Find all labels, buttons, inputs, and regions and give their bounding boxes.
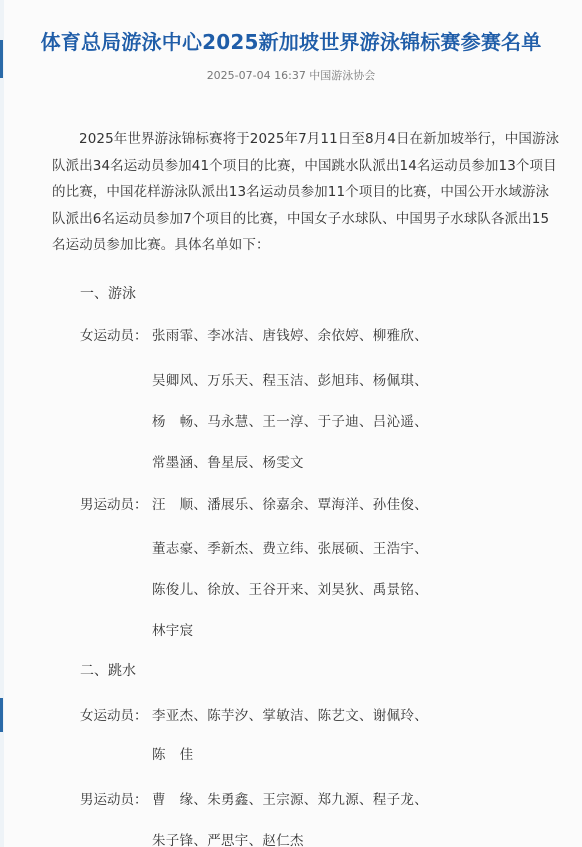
diving-men-line: 曹 缘、朱勇鑫、王宗源、郑九源、程子龙、 xyxy=(152,792,428,808)
article-intro: 2025年世界游泳锦标赛将于2025年7月11日至8月4日在新加坡举行，中国游泳队派出34名运动员参加41个项目的比赛，中国跳水队派出14名运动员参加13个项目的比赛，中国花样游泳队派出13名运动员参加11个项目的比赛，中国公开水域游泳队派出6名运动员参加7个项目的比赛，中国女子水球队、中国男子水球队各派出15名运动员参加比赛。具体名单如下： xyxy=(52,131,560,253)
diving-men-label: 男运动员： xyxy=(80,792,148,808)
section-heading-swimming: 一、游泳 xyxy=(80,286,136,302)
swimming-women-line: 杨 畅、马永慧、王一淳、于子迪、吕沁遥、 xyxy=(152,414,428,430)
swimming-women-line: 常墨涵、鲁星辰、杨雯文 xyxy=(152,455,304,471)
diving-men-line: 朱子锋、严思宇、赵仁杰 xyxy=(152,833,304,847)
diving-women-label: 女运动员： xyxy=(80,708,148,724)
swimming-men-label: 男运动员： xyxy=(80,497,148,513)
swimming-men-line: 董志豪、季新杰、费立纬、张展硕、王浩宇、 xyxy=(152,541,428,557)
swimming-women-label: 女运动员： xyxy=(80,328,148,344)
diving-women-line: 李亚杰、陈芋汐、掌敏洁、陈艺文、谢佩玲、 xyxy=(152,708,428,724)
swimming-men-line: 陈俊儿、徐放、王谷开来、刘昊狄、禹景铭、 xyxy=(152,582,428,598)
swimming-men-line: 汪 顺、潘展乐、徐嘉余、覃海洋、孙佳俊、 xyxy=(152,497,428,513)
article-title: 体育总局游泳中心2025新加坡世界游泳锦标赛参赛名单 xyxy=(40,30,542,54)
article-meta: 2025-07-04 16:37 中国游泳协会 xyxy=(206,69,376,82)
section-heading-diving: 二、跳水 xyxy=(80,663,136,679)
swimming-women-line: 张雨霏、李冰洁、唐钱婷、余依婷、柳雅欣、 xyxy=(152,328,428,344)
diving-women-line: 陈 佳 xyxy=(152,747,194,763)
swimming-men-line: 林宇宸 xyxy=(152,623,194,639)
swimming-women-line: 吴卿风、万乐天、程玉洁、彭旭玮、杨佩琪、 xyxy=(152,373,428,389)
